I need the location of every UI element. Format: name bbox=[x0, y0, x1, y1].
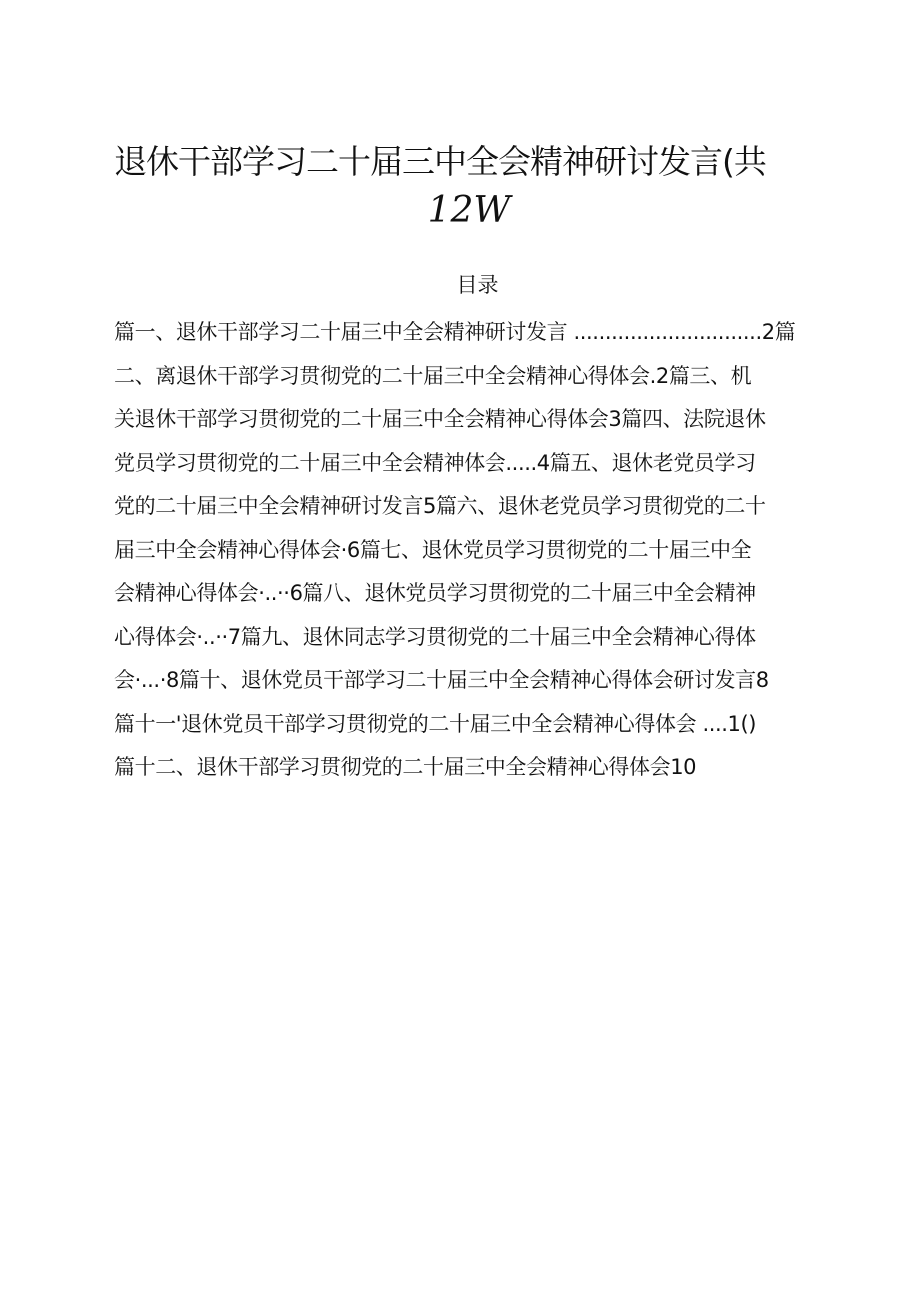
toc-line: 心得体会·..··7篇九、退休同志学习贯彻党的二十届三中全会精神心得体 bbox=[114, 624, 756, 649]
document-title-continuation: 12W bbox=[427, 190, 511, 231]
toc-line: 篇十二、退休干部学习贯彻党的二十届三中全会精神心得体会10 bbox=[114, 755, 697, 779]
toc-line: 关退休干部学习贯彻党的二十届三中全会精神心得体会3篇四、法院退休 bbox=[114, 407, 766, 431]
toc-line: 篇一、退休干部学习二十届三中全会精神研讨发言 ..............................2篇 bbox=[114, 320, 796, 344]
toc-line: 会精神心得体会·..··6篇八、退休党员学习贯彻党的二十届三中全会精神 bbox=[114, 581, 756, 605]
toc-line: 党的二十届三中全会精神研讨发言5篇六、退休老党员学习贯彻党的二十 bbox=[114, 494, 766, 518]
toc-line: 二、离退休干部学习贯彻党的二十届三中全会精神心得体会.2篇三、机 bbox=[114, 363, 752, 388]
toc-line: 党员学习贯彻党的二十届三中全会精神体会.....4篇五、退休老党员学习 bbox=[114, 450, 756, 475]
document-title: 退休干部学习二十届三中全会精神研讨发言(共 bbox=[114, 142, 766, 181]
table-of-contents bbox=[114, 311, 844, 790]
toc-line: 篇十一'退休党员干部学习贯彻党的二十届三中全会精神心得体会 ....1() bbox=[114, 711, 757, 736]
toc-line: 会·...·8篇十、退休党员干部学习二十届三中全会精神心得体会研讨发言8 bbox=[114, 668, 769, 692]
toc-heading: 目录 bbox=[456, 273, 499, 297]
toc-line: 届三中全会精神心得体会·6篇七、退休党员学习贯彻党的二十届三中全 bbox=[114, 537, 752, 562]
